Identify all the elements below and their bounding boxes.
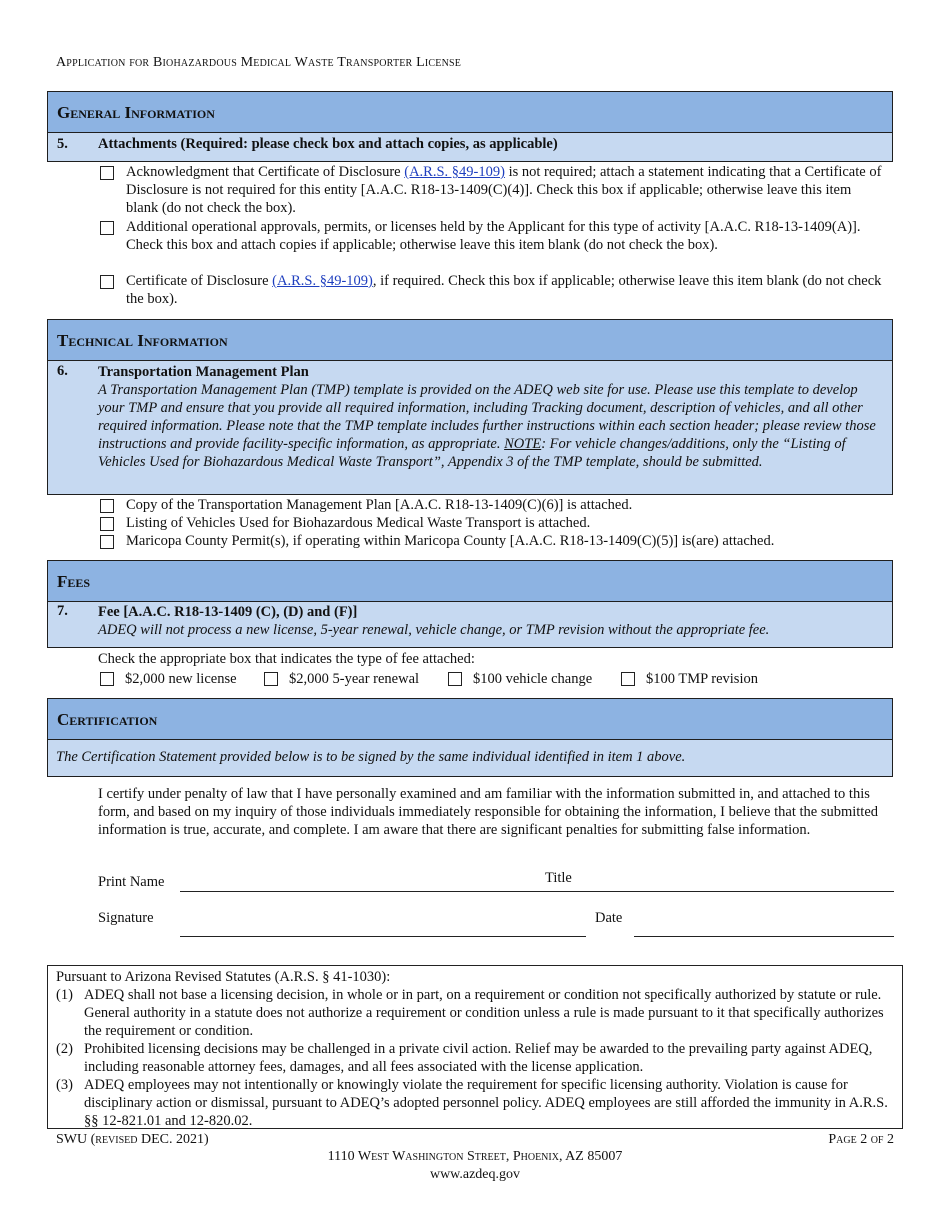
general-information-header <box>47 91 893 133</box>
checkbox-fee-tmp-revision[interactable] <box>621 672 635 686</box>
signature-field[interactable] <box>180 936 586 937</box>
item-number: 5. <box>57 136 68 152</box>
label-text: , if required. Check this box if applicable; otherwise leave this item blank (do not check the box). <box>126 273 882 307</box>
statute-text: ADEQ shall not base a licensing decision, in whole or in part, on a requirement or condition not specifically authorized by statute or rule. General authority in a statute does not authorize a requirement or condition unless a rule is made pursuant to it that specifically authorizes the requirement or condition. <box>84 987 884 1039</box>
item-title: Transportation Management Plan <box>98 364 309 380</box>
checkbox-label <box>126 163 886 217</box>
label-text: Certificate of Disclosure <box>126 273 273 289</box>
statute-text: ADEQ employees may not intentionally or knowingly violate the requirement for specific licensing authority. Violation is cause for disciplinary action or dismissal, pursuant to ADEQ’s adopted personnel policy. ADEQ employees are still afforded the immunity in A.R.S. §§ 12-821.01 and 12-820.02. <box>84 1077 888 1129</box>
checkbox-fee-renewal[interactable] <box>264 672 278 686</box>
ars-49-109-link[interactable]: (A.R.S. §49-109) <box>272 273 373 289</box>
statutes-box <box>47 965 903 1129</box>
item-number: 6. <box>57 363 68 379</box>
print-name-title-field[interactable] <box>180 891 894 892</box>
fees-header <box>47 560 893 602</box>
desc-text: : For vehicle changes/additions, only the “Listing of Vehicles Used for Biohazardous Medical Waste Transport”, Appendix 3 of the TMP template, should be submitted. <box>98 436 846 470</box>
label-text: Acknowledgment that Certificate of Disclosure <box>126 164 405 180</box>
item-description: ADEQ will not process a new license, 5-year renewal, vehicle change, or TMP revision without the appropriate fee. <box>98 622 770 638</box>
section-title: General Information <box>57 103 215 122</box>
date-label: Date <box>595 910 623 926</box>
ars-49-109-link[interactable]: (A.R.S. §49-109) <box>404 164 505 180</box>
footer-website[interactable]: www.azdeq.gov <box>429 1167 521 1182</box>
desc-text: A Transportation Management Plan (TMP) template is provided on the ADEQ web site for use. Please use this template to develop your TMP and ensure that you provide all required information, including Tracking document, description of vehicles, and all other required information. Please note that the TMP template includes further instructions within each section header; please review those instructions and provide facility-specific information, as appropriate. <box>98 382 876 452</box>
section-title: Fees <box>57 572 91 591</box>
fee-option-label: $100 TMP revision <box>646 671 758 687</box>
statute-item <box>56 1076 892 1130</box>
statutes-intro: Pursuant to Arizona Revised Statutes (A.R.S. § 41-1030): <box>56 969 391 985</box>
certification-note: The Certification Statement provided below is to be signed by the same individual identified in item 1 above. <box>56 749 686 765</box>
checkbox-label: Maricopa County Permit(s), if operating within Maricopa County [A.A.C. R18-13-1409(C)(5)] is(are) attached. <box>126 533 775 549</box>
statutes-content <box>56 968 892 1130</box>
fee-option-label: $2,000 5-year renewal <box>289 671 420 687</box>
certification-header <box>47 698 893 740</box>
item-content <box>98 603 882 639</box>
technical-information-header <box>47 319 893 361</box>
checkbox-fee-new-license[interactable] <box>100 672 114 686</box>
checkbox-fee-vehicle-change[interactable] <box>448 672 462 686</box>
note-label: NOTE <box>504 436 542 452</box>
statute-label: (1) <box>56 987 73 1003</box>
footer-address: 1110 West Washington Street, Phoenix, AZ 85007 <box>327 1149 623 1164</box>
fee-option-label: $2,000 new license <box>125 671 237 687</box>
fee-instruction: Check the appropriate box that indicates the type of fee attached: <box>98 651 475 667</box>
certification-note-bar <box>47 739 893 777</box>
checkbox-label <box>126 272 886 308</box>
statute-label: (2) <box>56 1041 73 1057</box>
item-5-header <box>47 132 893 162</box>
item-title: Fee [A.A.C. R18-13-1409 (C), (D) and (F)] <box>98 604 358 620</box>
item-number: 7. <box>57 603 68 619</box>
document-header: Application for Biohazardous Medical Waste Transporter License <box>56 55 462 70</box>
checkbox-label: Additional operational approvals, permits, or licenses held by the Applicant for this type of activity [A.A.C. R18-13-1409(A)]. Check this box and attach copies if applicable; otherwise leave this item blank (do not check the box). <box>126 219 861 253</box>
checkbox-label: Copy of the Transportation Management Plan [A.A.C. R18-13-1409(C)(6)] is attached. <box>126 497 633 513</box>
fee-option-label: $100 vehicle change <box>473 671 593 687</box>
item-7-header <box>47 601 893 648</box>
checkbox-vehicle-listing[interactable] <box>100 517 114 531</box>
certification-statement: I certify under penalty of law that I have personally examined and am familiar with the information submitted in, and attached to this form, and based on my inquiry of those individuals immediately responsible for obtaining the information, I believe that the submitted information is true, accurate, and complete. I am aware that there are significant penalties for submitting false information. <box>98 786 879 838</box>
statute-text: Prohibited licensing decisions may be challenged in a private civil action. Relief may be awarded to the prevailing party against ADEQ, including reasonable attorney fees, damages, and all fees associated with the license application. <box>84 1041 873 1075</box>
statute-item <box>56 986 892 1040</box>
checkbox-certificate-disclosure[interactable] <box>100 275 114 289</box>
checkbox-label: Listing of Vehicles Used for Biohazardous Medical Waste Transport is attached. <box>126 515 591 531</box>
checkbox-maricopa-permit[interactable] <box>100 535 114 549</box>
signature-label: Signature <box>98 910 154 926</box>
item-6-header <box>47 360 893 495</box>
footer-revision: SWU (revised DEC. 2021) <box>56 1132 209 1147</box>
date-field[interactable] <box>634 936 894 937</box>
statute-item <box>56 1040 892 1076</box>
checkbox-cod-not-required[interactable] <box>100 166 114 180</box>
section-title: Technical Information <box>57 331 228 350</box>
statute-label: (3) <box>56 1077 73 1093</box>
title-label: Title <box>545 870 572 886</box>
item-content <box>98 363 882 471</box>
checkbox-additional-approvals[interactable] <box>100 221 114 235</box>
item-title: Attachments (Required: please check box and attach copies, as applicable) <box>98 136 558 152</box>
item-description <box>98 381 882 471</box>
footer-page-number: Page 2 of 2 <box>828 1132 894 1147</box>
print-name-label: Print Name <box>98 874 165 890</box>
section-title: Certification <box>57 710 158 729</box>
label-text: is not required; attach a statement indicating that a Certificate of Disclosure is not required for this entity [A.A.C. R18-13-1409(C)(4)]. Check this box if applicable; otherwise leave this item blank (do not check the box). <box>126 164 882 216</box>
checkbox-tmp-copy[interactable] <box>100 499 114 513</box>
